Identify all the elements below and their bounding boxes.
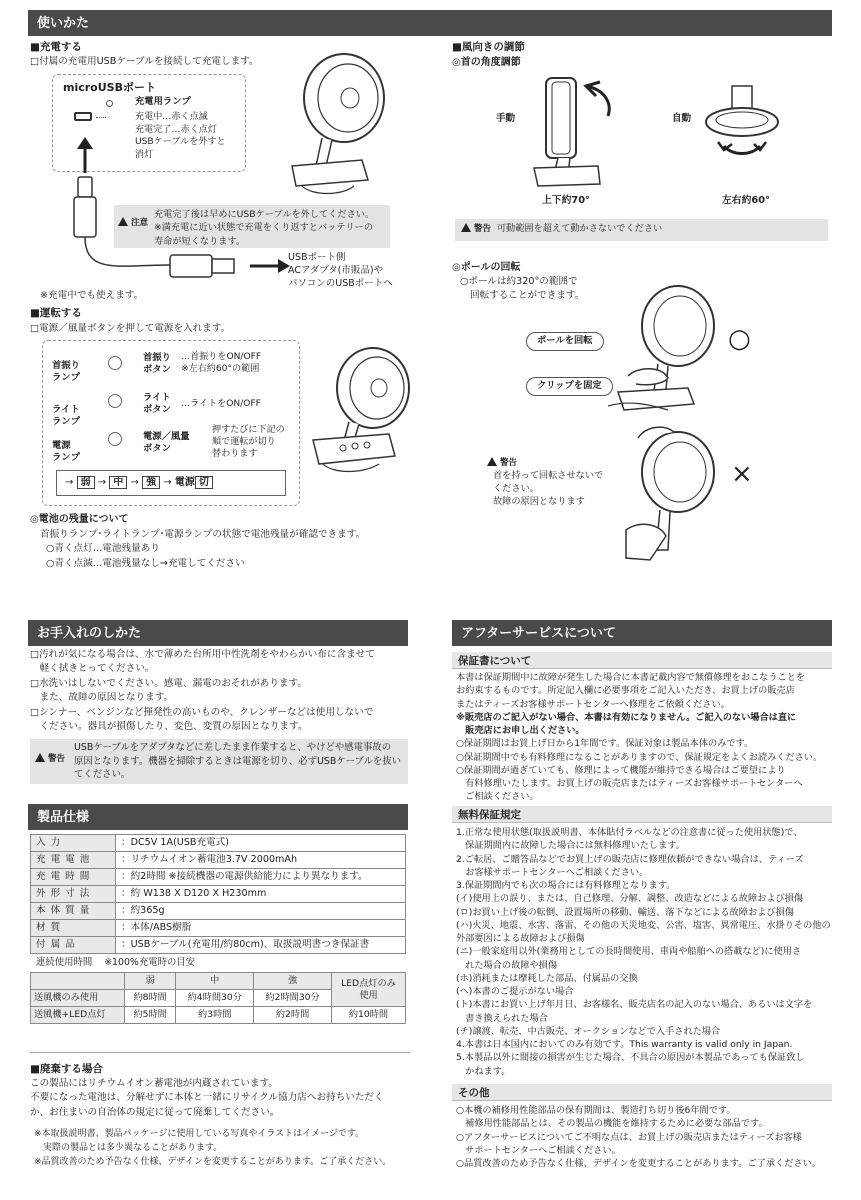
swing-button-icon[interactable] [108, 356, 122, 370]
section-title-after [452, 620, 832, 646]
neck-rotate-illustration [620, 420, 720, 565]
usb-port-icon [74, 112, 92, 121]
disposal-heading: ■廃棄する場合 [30, 1063, 103, 1075]
usage-title: 使いかた [37, 16, 90, 31]
light-desc: …ライトをON/OFF [181, 399, 261, 409]
free-warranty-text: 1.正常な使用状態(取扱説明書、本体貼付ラベルなどの注意書に従った使用状態)で、 保証期間内に故障した場合には無料修理いたします。 2.ご転居、ご贈答品などでお買上げの販売店に修理依頼ができない場合は、ティーズ お客様サポートセンターへご相談ください。 3.保証期間内でも次の場合には有料修理となります。 (イ)使用上の誤り、または、自己修理、分解、調整、改造などによる故障および損傷 (ロ)お買い上げ後の転倒、設置場所の移動、輸送、落下などによる故障および損傷 (ハ)火災、地震、水害、落雷、その他の天災地変、公害、塩害、異常電圧、水掛りその他の 外部要因による故障および損傷 (ニ)一般家庭用以外(業務用としての長時間使用、車両や船舶への搭載など)に使用さ れた場合の故障や損傷 (ホ)消耗または摩耗した部品、付属品の交換 (ヘ)本書のご提示がない場合 (ト)本書にお買い上げ年月日、お客様名、販売店名の記入のない場合、あるいは文字を 書き換えられた場合 (チ)譲渡、転売、中古販売、オークションなどで入手された場合 4.本書は日本国内においてのみ有効です。This warranty is valid only in Japan. 5.本製品以外に間接の損害が生じた場合、不具合の原因が本製品であっても保証致し かねます。 [456, 827, 831, 1077]
caution-icon: 注意 [118, 217, 148, 229]
disposal-notes: ※本取扱説明書、製品パッケージに使用している写真やイラストはイメージです。 実際の製品とは多少異なることがあります。 ※品質改善のため予告なく仕様、デザインを変更することがあります。ご了承ください。 [34, 1129, 392, 1167]
mode-weak: 弱 [77, 476, 95, 489]
leftright-label: 左右約60° [722, 195, 770, 206]
charging-caution-box: 注意 充電完了後は早めにUSBケーブルを外してください。 ※満充電に近い状態で充電をくり返すとバッテリーの 寿命が短くなります。 [114, 205, 390, 248]
free-warranty-heading: 無料保証規定 [452, 806, 832, 823]
section-title-usage [28, 10, 832, 36]
mode-sequence: → 弱 → 中 → 強 → 電源 切 [56, 470, 286, 496]
power-button-icon[interactable] [108, 432, 122, 446]
warning-icon: 警告 [461, 223, 491, 235]
manual-label: 手動 [496, 113, 516, 124]
fan-illustration-operate [303, 340, 413, 490]
fan-illustration-charging [282, 48, 392, 198]
mode-power: 電源 [174, 477, 195, 488]
fan-tilt-illustration [528, 68, 628, 193]
care-title: お手入れのしかた [37, 626, 142, 641]
warning-icon: 警告 [35, 753, 65, 765]
continuous-label: 連続使用時間 ※100%充電時の目安 [36, 957, 196, 968]
spec-row: 本体質量 ：約365g [31, 903, 406, 920]
warranty-text: 本書は保証期間中に故障が発生した場合に本書記載内容で無償修理をおこなうことを お約束するものです。所定記入欄に必要事項をご記入いただき、お買上げの販売店 またはティーズお客様サポートセンターへ修理をご依頼ください。 ※販売店のご記入がない場合、本書は有効になりません。ご記入のない場合は直に 販売店にお申し出ください。 ○保証期間はお買上げ日から1年間です。保証対象は製品本体のみです。 ○保証期間中でも有料修理になることがありますので、保証規定をよくお読みください。 ○保証期間が過ぎていても、修理によって機能が維持できる場合はご要望により 有料修理いたします。お買上げの販売店またはティーズお客様サポートセンターへ ご相談ください。 [456, 672, 823, 803]
charge-lamp-desc: 充電中…赤く点滅 充電完了…赤く点灯 USBケーブルを外すと 消灯 [135, 112, 226, 160]
specs-title: 製品仕様 [37, 810, 90, 825]
section-title-care [28, 620, 408, 646]
warranty-heading: 保証書について [452, 652, 832, 669]
updown-label: 上下約70° [542, 195, 590, 206]
direction-warning-box: 警告 可動範囲を超えて動かさないでください [455, 219, 828, 241]
charging-heading: ■充電する [30, 41, 82, 53]
pole-rotate-illustration [608, 280, 718, 420]
continuous-table: 弱 中 強 LED点灯のみ 使用 送風機のみ使用 約8時間 約4時間30分 約2時間30分 送風機+LED点灯 約5時間 約3時間 約2時間 約10時間 [30, 972, 406, 1024]
usb-side-note: USBポート側 ACアダプタ(市販品)や パソコンのUSBポートへ [288, 252, 393, 289]
callout-rotate-pole: ポールを回転 [526, 332, 604, 351]
disposal-text: この製品にはリチウムイオン蓄電池が内蔵されています。 不要になった電池は、分解せずに本体と一緒にリサイクル協力店へお持ちいただく か、お住まいの自治体の規定に従って廃棄してください。 [30, 1078, 384, 1118]
light-lamp-label: ライト ランプ [52, 404, 80, 428]
callout-fix-clip: クリップを固定 [526, 377, 613, 396]
charge-lamp-title: 充電用ランプ [135, 96, 191, 107]
section-title-specs [28, 804, 408, 830]
pole-heading: ◎ポールの回転 [452, 262, 521, 273]
light-button-icon[interactable] [108, 394, 122, 408]
table-row: 送風機+LED点灯 約5時間 約3時間 約2時間 約10時間 [31, 1007, 406, 1024]
neck-warning-box: 警告 首を持って回転させないで ください。 故障の原因となります [484, 456, 612, 516]
warning-icon: 警告 [487, 457, 517, 470]
power-lamp-label: 電源 ランプ [52, 440, 80, 464]
auto-label: 自動 [672, 113, 692, 124]
after-title: アフターサービスについて [461, 626, 616, 641]
care-warning-box: 警告 USBケーブルをアダプタなどに差したまま作業すると、やけどや感電事故の 原因となります。機器を掃除するときは電源を切り、必ずUSBケーブルを抜い てください。 [30, 739, 408, 784]
swing-button-label: 首振り ボタン [143, 352, 171, 376]
swing-desc: …首振りをON/OFF ※左右約60°の範囲 [181, 352, 262, 374]
spec-row: 外形寸法 ：約 W138 X D120 X H230mm [31, 886, 406, 903]
battery-text: 首振りランプ･ライトランプ･電源ランプの状態で電池残量が確認できます。 ○青く点灯…電池残量あり ○青く点滅…電池残量なし→充電してください [40, 529, 366, 569]
angle-heading: ◎首の角度調節 [452, 57, 521, 68]
spec-row: 充電電池 ：リチウムイオン蓄電池3.7V 2000mAh [31, 852, 406, 869]
spec-row: 充電時間 ：約2時間 ※接続機器の電源供給能力により異なります。 [31, 869, 406, 886]
mode-strong: 強 [142, 476, 160, 489]
usb-port-label: microUSBポート [60, 80, 159, 95]
mode-off: 切 [195, 476, 213, 489]
spec-row: 材質 ：本体/ABS樹脂 [31, 920, 406, 937]
care-text: □汚れが気になる場合は、水で薄めた台所用中性洗剤をやわらかい布に含ませて 軽く拭きとってください。 □水洗いはしないでください。感電、漏電のおそれがあります。 また、故障の原因となります。 □シンナー、ベンジンなど揮発性の高いものや、クレンザーなどは使用しないで ください。器具が損傷したり、変色、変質の原因となります。 [30, 649, 375, 732]
direction-heading: ■風向きの調節 [452, 41, 525, 53]
ng-mark: × [731, 459, 753, 489]
pole-text: ○ポールは約320°の範囲で 回転することができます。 [460, 276, 585, 301]
battery-heading: ◎電池の残量について [30, 514, 129, 525]
charging-intro: □付属の充電用USBケーブルを接続して充電します。 [30, 56, 259, 67]
other-text: ○本機の補修用性能部品の保有期間は、製造打ち切り後6年間です。 補修用性能部品とは、その製品の機能を維持するために必要な部品です。 ○アフターサービスについてご不明な点は、お買上げの販売店またはティーズお客様 サポートセンターへご相談ください。 ○品質改善のため予告なく仕様、デザインを変更することがあります。ご了承ください。 [456, 1105, 821, 1169]
operate-heading: ■運転する [30, 307, 82, 319]
power-button-label: 電源／風量 ボタン [143, 431, 190, 455]
charging-note: ※充電中でも使えます。 [40, 290, 144, 301]
fan-swing-illustration [702, 84, 792, 174]
spec-row: 付属品 ：USBケーブル(充電用/約80cm)、取扱説明書つき保証書 [31, 937, 406, 954]
operate-intro: □電源／風量ボタンを押して電源を入れます。 [30, 323, 231, 334]
ok-mark: ○ [728, 324, 751, 354]
spec-row: 入力 ：DC5V 1A(USB充電式) [31, 835, 406, 852]
mode-medium: 中 [109, 476, 127, 489]
other-heading: その他 [452, 1084, 832, 1101]
spec-table [30, 834, 406, 954]
charge-lamp-icon [106, 100, 113, 107]
light-button-label: ライト ボタン [143, 392, 171, 416]
table-row: 送風機のみ使用 約8時間 約4時間30分 約2時間30分 [31, 990, 406, 1007]
power-desc: 押すたびに下記の 順で運転が切り 替わります [212, 425, 285, 459]
swing-lamp-label: 首振り ランプ [52, 360, 80, 384]
